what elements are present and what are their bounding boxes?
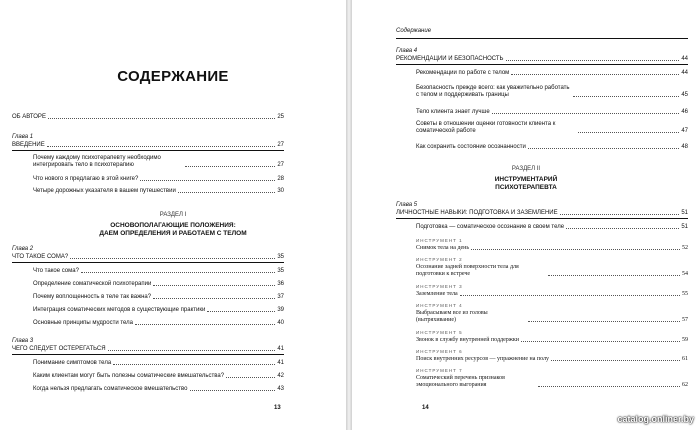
- toc-entry[interactable]: Рекомендации по работе с телом 44: [416, 70, 688, 76]
- tool-entry[interactable]: Осознание задней поверхности тела для подготовки к встрече 54: [416, 264, 688, 277]
- toc-entry[interactable]: Подготовка — соматическое осознание в своем теле 51: [416, 224, 688, 230]
- toc-entry[interactable]: Определение соматической психотерапии 36: [33, 281, 284, 287]
- part-label: РАЗДЕЛ II: [511, 166, 541, 172]
- toc-entry[interactable]: Тело клиента знает лучше 46: [416, 109, 688, 115]
- part-title-line1: ОСНОВОПОЛАГАЮЩИЕ ПОЛОЖЕНИЯ:: [110, 222, 236, 229]
- header-rule: [396, 38, 688, 39]
- watermark: catalog.onliner.by: [617, 414, 694, 424]
- tool-entry[interactable]: Звонок в службу внутренней поддержки 59: [416, 337, 688, 343]
- part-label: РАЗДЕЛ I: [159, 212, 187, 218]
- tool-entry[interactable]: Заземление тела 55: [416, 291, 688, 297]
- toc-entry[interactable]: Почему каждому психотерапевту необходимо интегрировать тело в психотерапию 27: [33, 155, 284, 168]
- toc-entry[interactable]: Основные принципы мудрости тела 40: [33, 320, 284, 326]
- toc-entry[interactable]: Как сохранить состояние осознанности 48: [416, 144, 688, 150]
- left-page: [0, 0, 346, 430]
- chapter-number: Глава 2: [12, 246, 34, 252]
- chapter-rule: [12, 150, 284, 151]
- chapter-number: Глава 3: [12, 338, 34, 344]
- tool-tag: ИНСТРУМЕНТ 2: [416, 257, 463, 262]
- toc-entry[interactable]: Что такое сома? 35: [33, 268, 284, 274]
- toc-entry[interactable]: Понимание симптомов тела 41: [33, 360, 284, 366]
- toc-entry[interactable]: Четыре дорожных указателя в вашем путешествии 30: [33, 188, 284, 194]
- chapter-number: Глава 4: [396, 48, 418, 54]
- part-title-line2: ДАЕМ ОПРЕДЕЛЕНИЯ И РАБОТАЕМ С ТЕЛОМ: [99, 230, 247, 237]
- chapter-title[interactable]: ВВЕДЕНИЕ 27: [12, 142, 284, 148]
- toc-entry[interactable]: Интеграция соматических методов в существующие практики 39: [33, 307, 284, 313]
- toc-title: СОДЕРЖАНИЕ: [117, 68, 229, 85]
- page-number: 13: [274, 405, 281, 411]
- tool-tag: ИНСТРУМЕНТ 4: [416, 303, 463, 308]
- chapter-title[interactable]: ЛИЧНОСТНЫЕ НАВЫКИ: ПОДГОТОВКА И ЗАЗЕМЛЕНИЕ 51: [396, 210, 688, 216]
- chapter-title[interactable]: ЧТО ТАКОЕ СОМА? 35: [12, 254, 284, 260]
- chapter-rule: [12, 354, 284, 355]
- running-head: Содержание: [396, 28, 432, 34]
- toc-entry[interactable]: Что нового я предлагаю в этой книге? 28: [33, 176, 284, 182]
- tool-tag: ИНСТРУМЕНТ 7: [416, 368, 463, 373]
- tool-tag: ИНСТРУМЕНТ 5: [416, 330, 463, 335]
- page-number: 14: [422, 405, 429, 411]
- chapter-rule: [396, 218, 688, 219]
- tool-entry[interactable]: Поиск внутренних ресурсов — упражнение на полу 61: [416, 356, 688, 362]
- toc-entry[interactable]: Советы в отношении оценки готовности клиента к соматической работе 47: [416, 121, 688, 134]
- chapter-number: Глава 5: [396, 202, 418, 208]
- tool-tag: ИНСТРУМЕНТ 3: [416, 284, 463, 289]
- part-title-line1: ИНСТРУМЕНТАРИЙ: [494, 176, 558, 183]
- toc-entry[interactable]: Безопасность прежде всего: как уважительно работать с телом и поддерживать границы 45: [416, 85, 688, 98]
- chapter-title[interactable]: РЕКОМЕНДАЦИИ И БЕЗОПАСНОСТЬ 44: [396, 56, 688, 62]
- chapter-title[interactable]: ЧЕГО СЛЕДУЕТ ОСТЕРЕГАТЬСЯ 41: [12, 346, 284, 352]
- toc-entry-about[interactable]: ОБ АВТОРЕ 25: [12, 114, 284, 120]
- part-title-line2: ПСИХОТЕРАПЕВТА: [495, 184, 557, 191]
- right-page: [352, 0, 700, 430]
- tool-tag: ИНСТРУМЕНТ 6: [416, 349, 463, 354]
- toc-entry[interactable]: Когда нельзя предлагать соматическое вмешательство 43: [33, 386, 284, 392]
- tool-entry[interactable]: Соматический перечень признаков эмоционального выгорания 62: [416, 375, 688, 388]
- chapter-rule: [396, 64, 688, 65]
- toc-entry[interactable]: Каким клиентам могут быть полезны соматические вмешательства? 42: [33, 373, 284, 379]
- tool-entry[interactable]: Выбрасываем все из головы (вытряхивание) 57: [416, 310, 688, 323]
- toc-entry[interactable]: Почему воплощенность в теле так важна? 37: [33, 294, 284, 300]
- tool-tag: ИНСТРУМЕНТ 1: [416, 238, 463, 243]
- chapter-rule: [12, 262, 284, 263]
- chapter-number: Глава 1: [12, 134, 34, 140]
- tool-entry[interactable]: Снимок тела на день 52: [416, 245, 688, 251]
